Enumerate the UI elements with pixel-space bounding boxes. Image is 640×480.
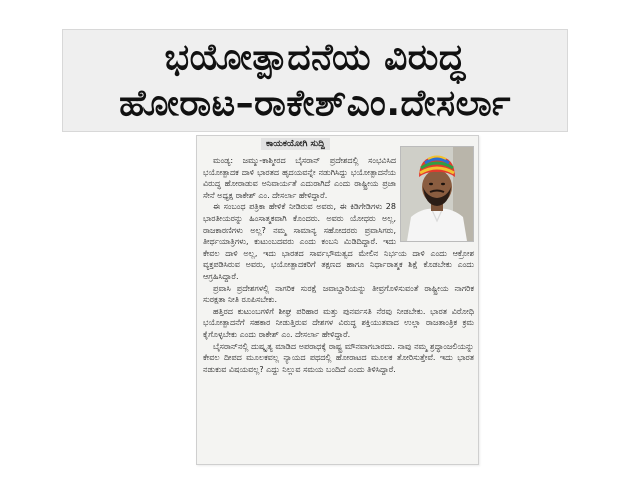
headline-line-1: ಭಯೋತ್ಪಾದನೆಯ ವಿರುದ್ಧ [164, 37, 466, 78]
article-paragraph: ಪ್ರವಾಸಿ ಪ್ರದೇಶಗಳಲ್ಲಿ ನಾಗರಿಕ ಸುರಕ್ಷೆ ಜವಾಬ್ದಾರಿಯನ್ನು ತೀವ್ರಗೊಳಿಸುವಂತೆ ರಾಷ್ಟ್ರೀಯ ನಾಗರಿಕ ಸುರಕ್ಷತಾ ನೀತಿ ರೂಪಿಸಬೇಕು. [203, 283, 474, 305]
article-paragraph: ಈ ಸಂಬಂಧ ಪತ್ರಿಕಾ ಹೇಳಿಕೆ ನೀಡಿರುವ ಅವರು, ಈ ಕಿಡಿಗೇಡಿಗಳು 28 ಭಾರತೀಯರನ್ನು ಹಿಂಸಾತ್ಮಕವಾಗಿ ಕೊಂದರು. ಅವರು ಯೋಧರು ಅಲ್ಲ, ರಾಜಕಾರಣಿಗಳು ಅಲ್ಲ? ನಮ್ಮ ಸಾಮಾನ್ಯ ಸಹೋದರರು ಪ್ರವಾಸಿಗರು, ತೀರ್ಥಯಾತ್ರಿಗಳು, ಕುಟುಂಬದವರು ಎಂದು ಕಂಬನಿ ಮಿಡಿದಿದ್ದಾರೆ. ಇದು ಕೇವಲ ದಾಳಿ ಅಲ್ಲ, ಇದು ಭಾರತದ ಸಾರ್ವಭೌಮತ್ವದ ಮೇಲಿನ ನಿರ್ಭಯ ದಾಳಿ ಎಂದು ಆಕ್ರೋಶ ವ್ಯಕ್ತಪಡಿಸಿರುವ ಅವರು, ಭಯೋತ್ಪಾದಕರಿಗೆ ತಕ್ಷಣದ ಹಾಗೂ ನಿರ್ಧಾರಾತ್ಮಕ ಶಿಕ್ಷೆ ಕೊಡಬೇಕು ಎಂದು ಆಗ್ರಹಿಸಿದ್ದಾರೆ. [203, 202, 474, 281]
article-paragraph: ಹತ್ತಿರದ ಕುಟುಂಬಗಳಿಗೆ ಶೀಘ್ರ ಪರಿಹಾರ ಮತ್ತು ಪುನರ್ವಸತಿ ನೆರವು ನೀಡಬೇಕು. ಭಾರತ ವಿರೋಧಿ ಭಯೋತ್ಪಾದನೆಗೆ ಸಹಕಾರ ನೀಡುತ್ತಿರುವ ದೇಶಗಳ ವಿರುದ್ಧ ಶಕ್ತಿಯುತವಾದ ಉಲ್ಲಾ ರಾಜತಾಂತ್ರಿಕ ಕ್ರಮ ಕೈಗೊಳ್ಳಬೇಕು ಎಂದು ರಾಕೇಶ್ ಎಂ. ದೇಸರ್ಲಾ ಹೇಳಿದ್ದಾರೆ. [203, 306, 474, 339]
article-clipping [196, 135, 479, 465]
headline-clipping [62, 29, 568, 132]
article-paragraph: ಮಂಡ್ಯ: ಜಮ್ಮು-ಕಾಶ್ಮೀರದ ಬೈಸರಾನ್ ಪ್ರದೇಶದಲ್ಲಿ ಸಂಭವಿಸಿದ ಭಯೋತ್ಪಾದಕ ದಾಳಿ ಭಾರತದ ಹೃದಯವನ್ನೇ ನಡುಗಿಸಿದ್ದು ಭಯೋತ್ಪಾದನೆಯ ವಿರುದ್ಧ ಹೋರಾಡುವ ಅನಿವಾರ್ಯತೆ ಎದುರಾಗಿದೆ ಎಂದು ರಾಷ್ಟ್ರೀಯ ಪ್ರಜಾ ಸೇನೆ ಅಧ್ಯಕ್ಷ ರಾಕೇಶ್ ಎಂ. ದೇಸರ್ಲಾ ಹೇಳಿದ್ದಾರೆ. [203, 156, 396, 200]
article-body [203, 155, 474, 375]
article-paragraph: ಬೈಸರಾನ್‌ನಲ್ಲಿ ದುಷ್ಕೃತ್ಯ ಮಾಡಿದ ಅಪರಾಧಕ್ಕೆ ರಾಷ್ಟ್ರ ಮೌನವಾಗಬಾರದು. ನಾವು ನಮ್ಮ ಶ್ರದ್ಧಾಂಜಲಿಯನ್ನು ಕೇವಲ ದೀಪದ ಮೂಲಕವಲ್ಲ ನ್ಯಾಯದ ಪಥದಲ್ಲಿ ಹೋರಾಟದ ಮೂಲಕ ತೋರಿಸುತ್ತೇವೆ. ಇದು ಭಾರತ ನಡುಕುವ ವಿಷಯವಲ್ಲ? ಎದ್ದು ನಿಲ್ಲುವ ಸಮಯ ಬಂದಿದೆ ಎಂದು ತಿಳಿಸಿದ್ದಾರೆ. [203, 341, 474, 374]
headline-line-2: ಹೋರಾಟ–ರಾಕೇಶ್‌ಎಂ.ದೇಸರ್ಲಾ [119, 83, 511, 124]
byline: ಕಾಯಕಯೋಗಿ ಸುದ್ದಿ [261, 138, 330, 150]
